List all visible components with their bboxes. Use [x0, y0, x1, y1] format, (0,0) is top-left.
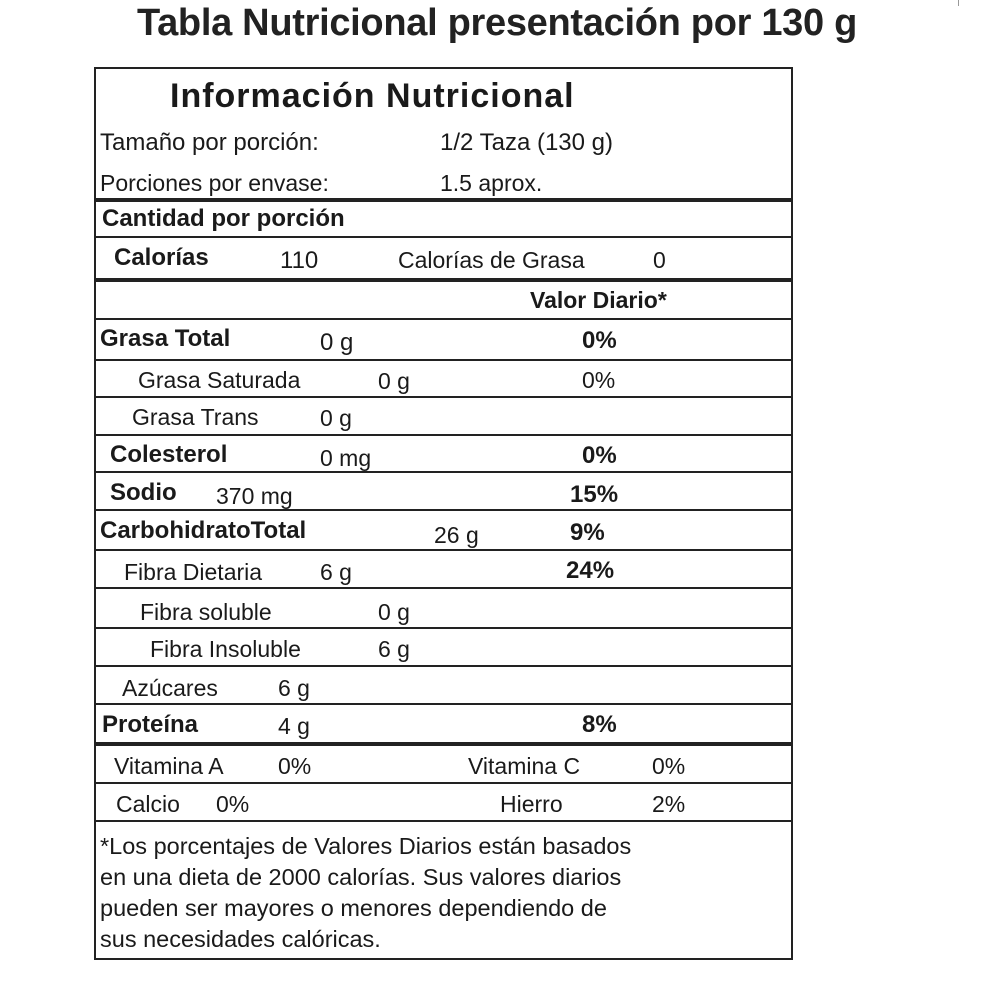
- page-title: Tabla Nutricional presentación por 130 g: [137, 2, 858, 44]
- footnote-line: sus necesidades calóricas.: [100, 926, 381, 952]
- vitamin-name: Vitamina A: [114, 753, 224, 779]
- vitamin-name: Vitamina C: [468, 753, 581, 779]
- divider: [96, 198, 791, 202]
- nutrient-amount: 6 g: [378, 636, 410, 662]
- divider: [96, 820, 791, 822]
- nutrient-dv: 0%: [582, 367, 616, 393]
- divider: [96, 665, 791, 667]
- divider: [96, 471, 791, 473]
- nutrient-amount: 370 mg: [216, 483, 293, 509]
- divider: [96, 509, 791, 511]
- divider: [96, 549, 791, 551]
- divider: [96, 627, 791, 629]
- divider: [96, 236, 791, 238]
- label-heading: Información Nutricional: [170, 77, 575, 115]
- divider: [96, 318, 791, 320]
- nutrient-name: Sodio: [110, 479, 177, 506]
- nutrient-amount: 6 g: [320, 559, 352, 585]
- servings-value: 1.5 aprox.: [440, 170, 543, 196]
- nutrient-dv: 15%: [570, 481, 619, 508]
- nutrient-dv: 0%: [582, 442, 617, 469]
- footnote-line: *Los porcentajes de Valores Diarios están basados: [100, 833, 632, 859]
- divider: [96, 396, 791, 398]
- nutrient-name: Grasa Trans: [132, 404, 259, 430]
- mineral-name: Hierro: [500, 791, 563, 817]
- nutrient-name: Azúcares: [122, 675, 218, 701]
- divider: [96, 434, 791, 436]
- nutrient-amount: 0 g: [320, 329, 354, 356]
- nutrient-amount: 6 g: [278, 675, 310, 701]
- nutrient-name: Grasa Saturada: [138, 367, 301, 393]
- serving-size-value: 1/2 Taza (130 g): [440, 129, 614, 156]
- nutrient-dv: 24%: [566, 557, 615, 584]
- nutrient-amount: 0 g: [378, 599, 410, 625]
- vitamin-value: 0%: [278, 753, 312, 779]
- nutrient-dv: 9%: [570, 519, 605, 546]
- divider: [96, 278, 791, 282]
- nutrient-name: Grasa Total: [100, 325, 231, 352]
- mineral-value: 2%: [652, 791, 686, 817]
- fat-calories-label: Calorías de Grasa: [398, 247, 585, 273]
- nutrient-name: Colesterol: [110, 441, 228, 468]
- nutrient-amount: 26 g: [434, 522, 479, 548]
- nutrient-dv: 0%: [582, 327, 617, 354]
- footnote-line: pueden ser mayores o menores dependiendo de: [100, 895, 607, 921]
- nutrition-facts-label: [94, 67, 793, 960]
- nutrient-name: Fibra Dietaria: [124, 559, 263, 585]
- nutrient-name: CarbohidratoTotal: [100, 517, 307, 544]
- divider: [96, 703, 791, 705]
- footnote: [100, 831, 790, 955]
- mineral-name: Calcio: [116, 791, 180, 817]
- calories-value: 110: [280, 247, 319, 274]
- nutrient-amount: 0 g: [378, 368, 410, 394]
- nutrient-name: Fibra soluble: [140, 599, 272, 625]
- fat-calories-value: 0: [653, 247, 666, 273]
- footnote-line: en una dieta de 2000 calorías. Sus valores diarios: [100, 864, 622, 890]
- divider: [96, 359, 791, 361]
- divider: [96, 587, 791, 589]
- serving-size-label: Tamaño por porción:: [100, 129, 319, 156]
- calories-label: Calorías: [114, 244, 209, 271]
- nutrient-amount: 0 mg: [320, 445, 372, 471]
- vitamin-value: 0%: [652, 753, 686, 779]
- top-rule: [958, 0, 959, 6]
- nutrient-name: Fibra Insoluble: [150, 636, 301, 662]
- nutrient-name: Proteína: [102, 711, 199, 738]
- nutrient-amount: 0 g: [320, 405, 352, 431]
- nutrient-amount: 4 g: [278, 713, 310, 739]
- divider: [96, 782, 791, 784]
- servings-label: Porciones por envase:: [100, 170, 329, 196]
- daily-value-header: Valor Diario*: [530, 287, 667, 313]
- divider: [96, 742, 791, 746]
- nutrient-dv: 8%: [582, 711, 617, 738]
- amount-per-serving: Cantidad por porción: [102, 205, 345, 232]
- mineral-value: 0%: [216, 791, 250, 817]
